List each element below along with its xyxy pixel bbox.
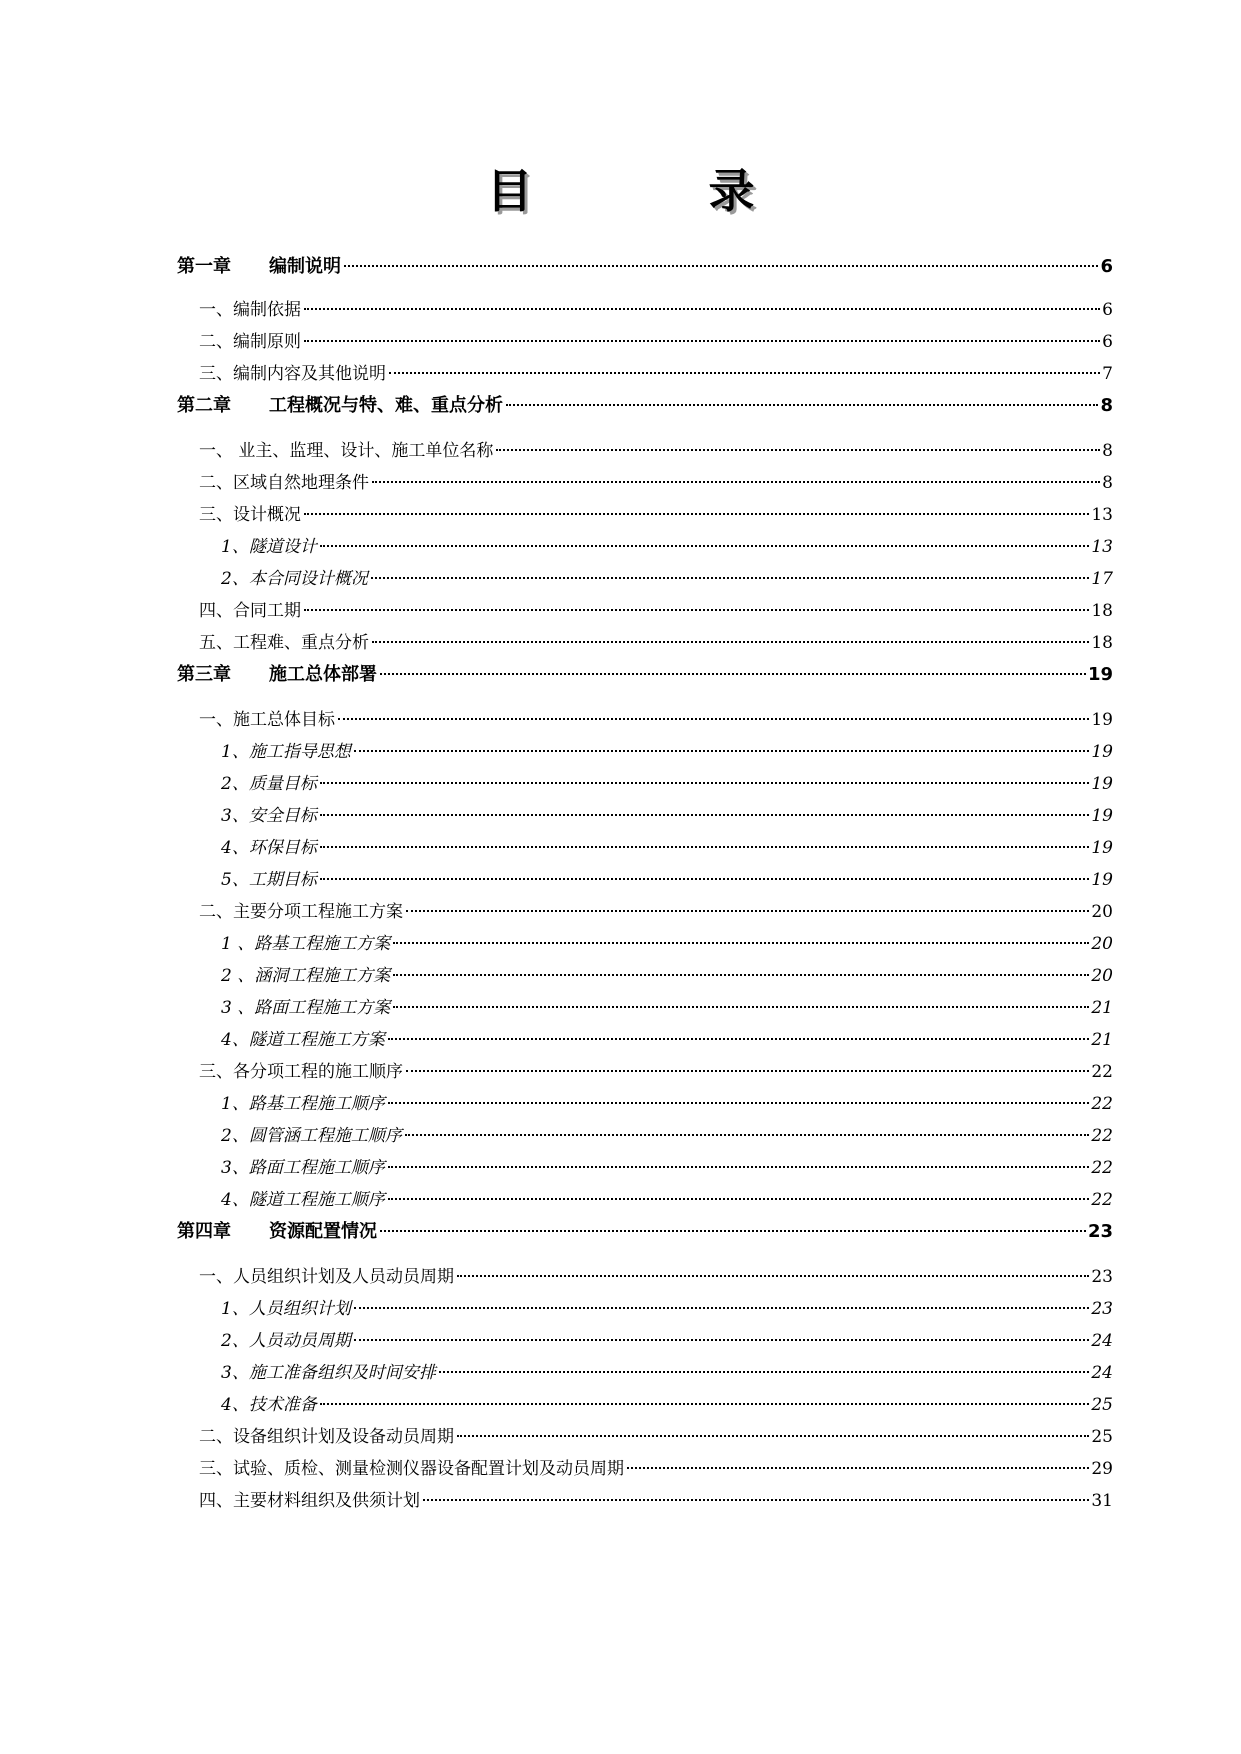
page-number: 19: [1091, 742, 1113, 762]
page-number: 23: [1087, 1221, 1113, 1242]
page-number: 22: [1091, 1094, 1113, 1114]
toc-entry-label: 4、技术准备: [221, 1395, 317, 1415]
chapter-title: 施工总体部署: [269, 664, 377, 685]
toc-section[interactable]: [177, 1057, 1113, 1089]
page-number: 20: [1091, 934, 1113, 954]
toc-subsection[interactable]: [177, 1121, 1113, 1153]
dot-leader: [304, 513, 1089, 515]
page-number: 17: [1091, 569, 1113, 589]
toc-subsection[interactable]: [177, 532, 1113, 564]
toc-entry-label: 二、区域自然地理条件: [199, 473, 369, 493]
toc-section[interactable]: [177, 468, 1113, 500]
dot-leader: [406, 910, 1089, 912]
toc-section[interactable]: [177, 897, 1113, 929]
dot-leader: [496, 449, 1100, 451]
dot-leader: [457, 1435, 1089, 1437]
toc-section[interactable]: [177, 1422, 1113, 1454]
page-number: 23: [1091, 1267, 1113, 1287]
page-number: 6: [1102, 300, 1113, 320]
page-number: 19: [1091, 838, 1113, 858]
toc-entry-label: 三、设计概况: [199, 505, 301, 525]
toc-entry-label: 一、 业主、监理、设计、施工单位名称: [199, 441, 494, 461]
page-number: 22: [1091, 1158, 1113, 1178]
toc-entry-label: 三、试验、质检、测量检测仪器设备配置计划及动员周期: [199, 1459, 624, 1479]
page-number: 18: [1091, 601, 1113, 621]
toc-entry-label: [177, 252, 341, 278]
dot-leader: [405, 1134, 1090, 1136]
toc-section[interactable]: [177, 436, 1113, 468]
page-number: 8: [1102, 473, 1113, 493]
toc-chapter[interactable]: [177, 660, 1113, 705]
toc-subsection[interactable]: [177, 993, 1113, 1025]
toc-subsection[interactable]: [177, 833, 1113, 865]
toc-subsection[interactable]: [177, 929, 1113, 961]
chapter-title: 资源配置情况: [269, 1221, 377, 1242]
toc-subsection[interactable]: [177, 1294, 1113, 1326]
page-number: 24: [1091, 1363, 1113, 1383]
toc-entry-label: 二、主要分项工程施工方案: [199, 902, 403, 922]
toc-section[interactable]: [177, 500, 1113, 532]
toc-entry-label: 5、工期目标: [221, 870, 317, 890]
toc-entry-label: 1、隧道设计: [221, 537, 317, 557]
dot-leader: [372, 641, 1089, 643]
dot-leader: [304, 308, 1100, 310]
toc-entry-label: 1、人员组织计划: [221, 1299, 351, 1319]
page-number: 31: [1091, 1491, 1113, 1511]
toc-entry-label: 二、设备组织计划及设备动员周期: [199, 1427, 454, 1447]
page-number: 19: [1091, 774, 1113, 794]
toc-entry-label: 二、编制原则: [199, 332, 301, 352]
dot-leader: [439, 1371, 1090, 1373]
dot-leader: [304, 609, 1089, 611]
dot-leader: [320, 782, 1090, 784]
toc-subsection[interactable]: [177, 1390, 1113, 1422]
toc-chapter[interactable]: [177, 252, 1113, 295]
toc-entry-label: 四、主要材料组织及供须计划: [199, 1491, 420, 1511]
page-number: 22: [1091, 1062, 1113, 1082]
dot-leader: [627, 1467, 1089, 1469]
page-number: 23: [1091, 1299, 1113, 1319]
toc-subsection[interactable]: [177, 1025, 1113, 1057]
toc-subsection[interactable]: [177, 865, 1113, 897]
toc-entry-label: 2 、涵洞工程施工方案: [221, 966, 391, 986]
toc-entry-label: 一、编制依据: [199, 300, 301, 320]
page-number: 19: [1091, 870, 1113, 890]
toc-section[interactable]: [177, 359, 1113, 391]
toc-entry-label: [177, 660, 377, 686]
page-number: 13: [1091, 505, 1113, 525]
dot-leader: [380, 1230, 1086, 1232]
table-of-contents: [177, 252, 1113, 1518]
toc-section[interactable]: [177, 628, 1113, 660]
dot-leader: [506, 404, 1098, 406]
dot-leader: [423, 1499, 1089, 1501]
page-number: 22: [1091, 1126, 1113, 1146]
toc-subsection[interactable]: [177, 737, 1113, 769]
chapter-number: 第一章: [177, 256, 231, 277]
dot-leader: [388, 1038, 1090, 1040]
toc-entry-label: 2、圆管涵工程施工顺序: [221, 1126, 402, 1146]
toc-entry-label: 2、质量目标: [221, 774, 317, 794]
page-number: 20: [1091, 966, 1113, 986]
chapter-number: 第三章: [177, 664, 231, 685]
page-number: 21: [1091, 998, 1113, 1018]
toc-subsection[interactable]: [177, 1089, 1113, 1121]
dot-leader: [388, 1198, 1090, 1200]
dot-leader: [338, 718, 1089, 720]
toc-entry-label: 2、人员动员周期: [221, 1331, 351, 1351]
page-number: 7: [1102, 364, 1113, 384]
toc-subsection[interactable]: [177, 961, 1113, 993]
dot-leader: [389, 372, 1100, 374]
toc-subsection[interactable]: [177, 801, 1113, 833]
toc-entry-label: 4、环保目标: [221, 838, 317, 858]
dot-leader: [344, 265, 1098, 267]
toc-section[interactable]: [177, 295, 1113, 327]
toc-section[interactable]: [177, 1486, 1113, 1518]
chapter-title: 编制说明: [269, 256, 341, 277]
page-number: 20: [1091, 902, 1113, 922]
toc-section[interactable]: [177, 327, 1113, 359]
toc-entry-label: 1 、路基工程施工方案: [221, 934, 391, 954]
toc-section[interactable]: [177, 596, 1113, 628]
page-number: 24: [1091, 1331, 1113, 1351]
dot-leader: [372, 481, 1100, 483]
dot-leader: [354, 1307, 1090, 1309]
toc-subsection[interactable]: [177, 1326, 1113, 1358]
page-number: 19: [1087, 664, 1113, 685]
toc-section[interactable]: [177, 1454, 1113, 1486]
toc-chapter[interactable]: [177, 391, 1113, 436]
page-number: 18: [1091, 633, 1113, 653]
toc-section[interactable]: [177, 705, 1113, 737]
toc-subsection[interactable]: [177, 1153, 1113, 1185]
dot-leader: [388, 1102, 1090, 1104]
toc-entry-label: 一、施工总体目标: [199, 710, 335, 730]
dot-leader: [320, 545, 1090, 547]
dot-leader: [371, 577, 1090, 579]
toc-entry-label: 四、合同工期: [199, 601, 301, 621]
page-number: 8: [1102, 441, 1113, 461]
page-number: 19: [1091, 806, 1113, 826]
dot-leader: [320, 1403, 1090, 1405]
dot-leader: [406, 1070, 1089, 1072]
toc-entry-label: 3 、路面工程施工方案: [221, 998, 391, 1018]
toc-subsection[interactable]: [177, 1185, 1113, 1217]
toc-entry-label: 一、人员组织计划及人员动员周期: [199, 1267, 454, 1287]
dot-leader: [354, 1339, 1090, 1341]
toc-entry-label: 1、施工指导思想: [221, 742, 351, 762]
dot-leader: [304, 340, 1100, 342]
page-number: 29: [1091, 1459, 1113, 1479]
page-number: 6: [1100, 256, 1113, 277]
page-number: 19: [1091, 710, 1113, 730]
dot-leader: [320, 846, 1090, 848]
page-number: 8: [1100, 395, 1113, 416]
toc-entry-label: 4、隧道工程施工方案: [221, 1030, 385, 1050]
toc-entry-label: 3、路面工程施工顺序: [221, 1158, 385, 1178]
dot-leader: [388, 1166, 1090, 1168]
page-number: 22: [1091, 1190, 1113, 1210]
toc-entry-label: 三、编制内容及其他说明: [199, 364, 386, 384]
chapter-number: 第四章: [177, 1221, 231, 1242]
dot-leader: [393, 1006, 1089, 1008]
page-number: 25: [1091, 1395, 1113, 1415]
page-number: 21: [1091, 1030, 1113, 1050]
toc-entry-label: 4、隧道工程施工顺序: [221, 1190, 385, 1210]
chapter-number: 第二章: [177, 395, 231, 416]
dot-leader: [354, 750, 1090, 752]
toc-subsection[interactable]: [177, 1358, 1113, 1390]
page-number: 13: [1091, 537, 1113, 557]
page-number: 6: [1102, 332, 1113, 352]
chapter-title: 工程概况与特、难、重点分析: [269, 395, 503, 416]
dot-leader: [393, 942, 1089, 944]
toc-entry-label: [177, 391, 503, 417]
toc-entry-label: [177, 1217, 377, 1243]
toc-entry-label: 3、安全目标: [221, 806, 317, 826]
toc-entry-label: 1、路基工程施工顺序: [221, 1094, 385, 1114]
dot-leader: [320, 814, 1090, 816]
toc-entry-label: 3、施工准备组织及时间安排: [221, 1363, 436, 1383]
toc-section[interactable]: [177, 1262, 1113, 1294]
dot-leader: [457, 1275, 1089, 1277]
toc-entry-label: 五、工程难、重点分析: [199, 633, 369, 653]
page-title: 目 录: [486, 164, 835, 218]
page-number: 25: [1091, 1427, 1113, 1447]
dot-leader: [320, 878, 1090, 880]
toc-chapter[interactable]: [177, 1217, 1113, 1262]
toc-entry-label: 2、本合同设计概况: [221, 569, 368, 589]
toc-entry-label: 三、各分项工程的施工顺序: [199, 1062, 403, 1082]
toc-subsection[interactable]: [177, 769, 1113, 801]
dot-leader: [393, 974, 1089, 976]
toc-subsection[interactable]: [177, 564, 1113, 596]
dot-leader: [380, 673, 1086, 675]
